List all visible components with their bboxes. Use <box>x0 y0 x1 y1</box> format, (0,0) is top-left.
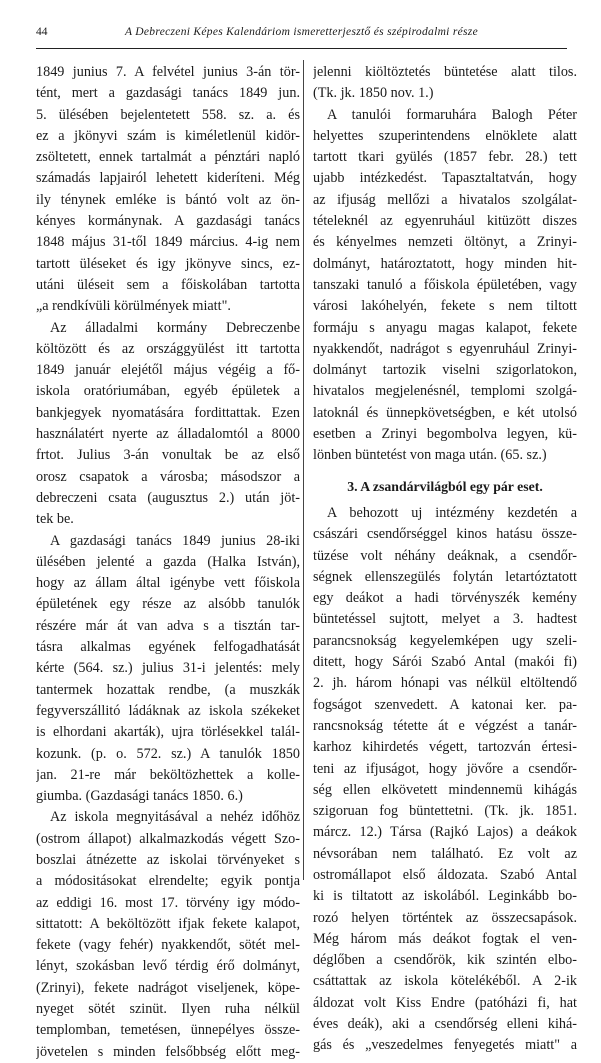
text-line: tanszaki tanuló a főiskola épületében, vagy <box>313 276 577 293</box>
text-line: A tanulói formaruhára Balogh Péter <box>327 106 577 123</box>
text-line: (Tk. jk. 1850 nov. 1.) <box>313 85 434 102</box>
text-line: hogy az állam által igénybe vett főiskola <box>36 575 300 592</box>
text-line: költözött és az országgyülést itt tartotta <box>36 340 300 357</box>
text-line: karhoz kihirdetés végett, tartozván értesi- <box>313 739 577 756</box>
text-line: kérte (564. sz.) julius 31-i jelentés: mely <box>36 660 300 677</box>
text-line: csáttattak az iskola kötelékéből. A 2-ik <box>313 973 577 990</box>
text-line: épületének egy része az alsóbb tanulók <box>36 596 300 613</box>
text-line: büntetéssel sujtott, melyet a 3. hadtest <box>313 611 577 628</box>
text-line: formáju s anyagu magas kalapot, fekete <box>313 319 577 336</box>
text-line: latoknál és ünnepkövetségben, e két utolsó <box>313 404 577 421</box>
text-line: az eddigi 16. most 17. törvény igy módo- <box>36 894 300 911</box>
text-line: 1849 január elejétől május végéig a fő- <box>36 362 300 379</box>
text-line: is elhordani akarták), ujra törlésekkel talál- <box>36 724 300 741</box>
text-line: és kényelmes nemzeti öltönyt, a Zrinyi- <box>313 234 577 251</box>
text-line: dolmányt, határoztatott, hogy minden hit- <box>313 255 577 272</box>
text-line: ki is tiltatott az iskolából. Leginkább bo- <box>313 888 577 905</box>
text-line: debreczeni csata (augusztus 2.) után jöt- <box>36 489 300 506</box>
text-line: rancsnokság tétette át e végzést a tanár- <box>313 717 577 734</box>
text-line: fekete (vagy fehér) nyakkendőt, sötét mel- <box>36 937 300 954</box>
text-line: giumba. (Gazdasági tanács 1850. 6.) <box>36 788 243 805</box>
text-line: tüzése volt néhány deáknak, a csendőr- <box>313 547 577 564</box>
text-line: Még három más deákot fogtak el ven- <box>313 930 577 947</box>
text-line: városi lakóhelyén, fekete s nem tiltott <box>313 298 577 315</box>
text-line: szigoruan fog büntettetni. (Tk. jk. 1851. <box>313 803 577 820</box>
text-line: déglőben a csendőrök, kik szintén elbo- <box>313 952 577 969</box>
text-line: dolmányt tartozik viselni szigorlatokon, <box>313 362 577 379</box>
text-line: Az iskola megnyitásával a nehéz időhöz <box>50 809 300 826</box>
text-line: ülésében jelenté a gazda (Halka István), <box>36 553 300 570</box>
text-line: nyeget sötét szinüt. Ilyen ruha nélkül <box>36 1001 300 1018</box>
text-line: jelenni kiöltöztetés büntetése alatt tilos. <box>313 64 577 80</box>
text-line: sittatott: A beköltözött ifjak fekete kalapot, <box>36 915 300 932</box>
text-line: márcz. 12.) Társa (Rajkó Lajos) a deákok <box>313 824 577 841</box>
text-line: a módositásokat elrendelte; egyik pontja <box>36 873 300 890</box>
text-line: tek be. <box>36 511 74 528</box>
text-line: frtot. Julius 3-án vonultak be az első <box>36 447 300 464</box>
text-line: esetben a Zrinyi begombolva legyen, kü- <box>313 426 577 443</box>
left-column <box>36 62 300 1063</box>
text-line: éves deák), aki a csendőrség elleni kihá- <box>313 1016 577 1033</box>
text-line: hivatalos megjelenésnél, templomi szolgá- <box>313 383 577 400</box>
text-line: 1849 junius 7. A felvétel junius 3-án tör- <box>36 64 300 80</box>
text-line: tásra alkalmas egyének felfogadhatását <box>36 639 300 656</box>
text-line: boszlai átnézette az iskolai törvényeket s <box>36 851 300 868</box>
text-line: 5. ülésében bejelentetett 558. sz. a. és <box>36 106 300 123</box>
text-line: A gazdasági tanács 1849 junius 28-iki <box>50 532 300 549</box>
text-line: tartott üléseket és igy jkönyve sincs, ez- <box>36 255 300 272</box>
text-line: kényes kormánynak. A gazdasági tanács <box>36 213 300 230</box>
text-line: bankjegyek nyomatására fordittattak. Ezen <box>36 404 300 421</box>
column-divider <box>303 60 304 880</box>
text-line: „a rendkívüli körülmények miatt". <box>36 298 231 315</box>
right-column <box>313 62 577 1057</box>
text-line: ez a jkönyvi szám is kiméletlenül kidör- <box>36 127 300 144</box>
text-line: nyakkendőt, nadrágot s egyenruhául Zrinyi- <box>313 340 577 357</box>
text-line: helyettes szuperintendens elnöklete alatt <box>313 127 577 144</box>
text-line: 2. jh. három hónapi vas nélkül eltöltendő <box>313 675 577 692</box>
text-line: zsöltetett, ennek tartalmát a pénztári napló <box>36 149 300 166</box>
text-line: (Zrinyi), fekete nadrágot viseljenek, köpe- <box>36 979 300 996</box>
text-line: ségnek ellenszegülés folytán letartóztatott <box>313 568 577 585</box>
text-line: áldozat volt Kiss Endre (patóházi fi, hat <box>313 994 577 1011</box>
text-line: részére már át van adva s a tisztán tar- <box>36 617 300 634</box>
text-line: kozunk. (p. o. 572. sz.) A tanulók 1850 <box>36 745 300 762</box>
text-line: tént, mert a gazdasági tanács 1849 jun. <box>36 85 300 102</box>
text-line: számadás lapjairól lehetett kideríteni. Még <box>36 170 300 187</box>
text-line: egy deákot a hadi törvényszék kemény <box>313 590 577 607</box>
text-line: gás és „veszedelmes fenyegetés miatt" a <box>313 1037 577 1054</box>
text-line: lényt, szokásban levő térdig érő dolmányt, <box>36 958 300 975</box>
text-line: teni az ifjuságot, hogy jövőre a csendőr- <box>313 760 577 777</box>
text-line: fogságot szenvedett. A katonai ker. pa- <box>313 696 577 713</box>
text-line: tételeknél az egyenruhául kitüzött diszes <box>313 213 577 230</box>
text-line: fegyverszállitó ládáknak az iskola székeket <box>36 702 300 719</box>
text-line: 1848 május 31-től 1849 március. 4-ig nem <box>36 234 300 251</box>
text-line: az ifjuság mellőzi a hivatalos szolgálat- <box>313 191 577 208</box>
text-line: ily ténynek emléke is bántó volt az ön- <box>36 191 300 208</box>
page-number: 44 <box>36 26 48 38</box>
text-line: használatért nyerte az álladalomtól a 8000 <box>36 426 300 443</box>
text-line: orosz csapatok a városba; másodszor a <box>36 468 300 485</box>
text-line: névsorában nem található. Ez volt az <box>313 845 577 862</box>
text-line: ostromállapot első áldozata. Szabó Antal <box>313 866 577 883</box>
text-line: tartott tkari gyülés (1857 febr. 28.) tett <box>313 149 577 166</box>
text-line: ditett, hogy Sárói Szabó Antal (makói fi) <box>313 654 577 671</box>
page-header <box>36 26 567 42</box>
text-line: iskola oratóriumában, egyéb épületek a <box>36 383 300 400</box>
text-line: A behozott uj intézmény kezdetén a <box>327 504 577 521</box>
text-line: lönben büntetést von maga után. (65. sz.) <box>313 447 547 464</box>
text-line: császári csendőrséggel kinos hatásu össze- <box>313 526 577 543</box>
text-line: rozó helyen történtek az összecsapások. <box>313 909 577 926</box>
section-heading: 3. A zsandárvilágból egy pár eset. <box>347 478 543 494</box>
text-line: (ostrom állapot) alkalmazkodás végett Szo- <box>36 830 300 847</box>
header-rule <box>36 48 567 49</box>
text-line: ujabb intézkedést. Tapasztaltatván, hogy <box>313 170 577 187</box>
text-line: Az álladalmi kormány Debreczenbe <box>50 319 300 336</box>
text-line: ség ellen elkövetett mindennemü kihágás <box>313 781 577 798</box>
running-title: A Debreczeni Képes Kalendáriom ismeretterjesztő és szépirodalmi része <box>125 26 478 38</box>
text-line: templomban, temetésen, ünnepélyes össze- <box>36 1022 300 1039</box>
text-line: utáni üléseit sem a főiskolában tartotta <box>36 276 300 293</box>
text-line: parancsnokság kegyelemképen ugy szeli- <box>313 632 577 649</box>
text-line: jövetelen s minden felsőbbség előtt meg- <box>36 1043 300 1060</box>
text-line: tantermek hozattak rendbe, (a muszkák <box>36 681 300 698</box>
text-line: jan. 21-re már beköltözhettek a kolle- <box>36 766 300 783</box>
